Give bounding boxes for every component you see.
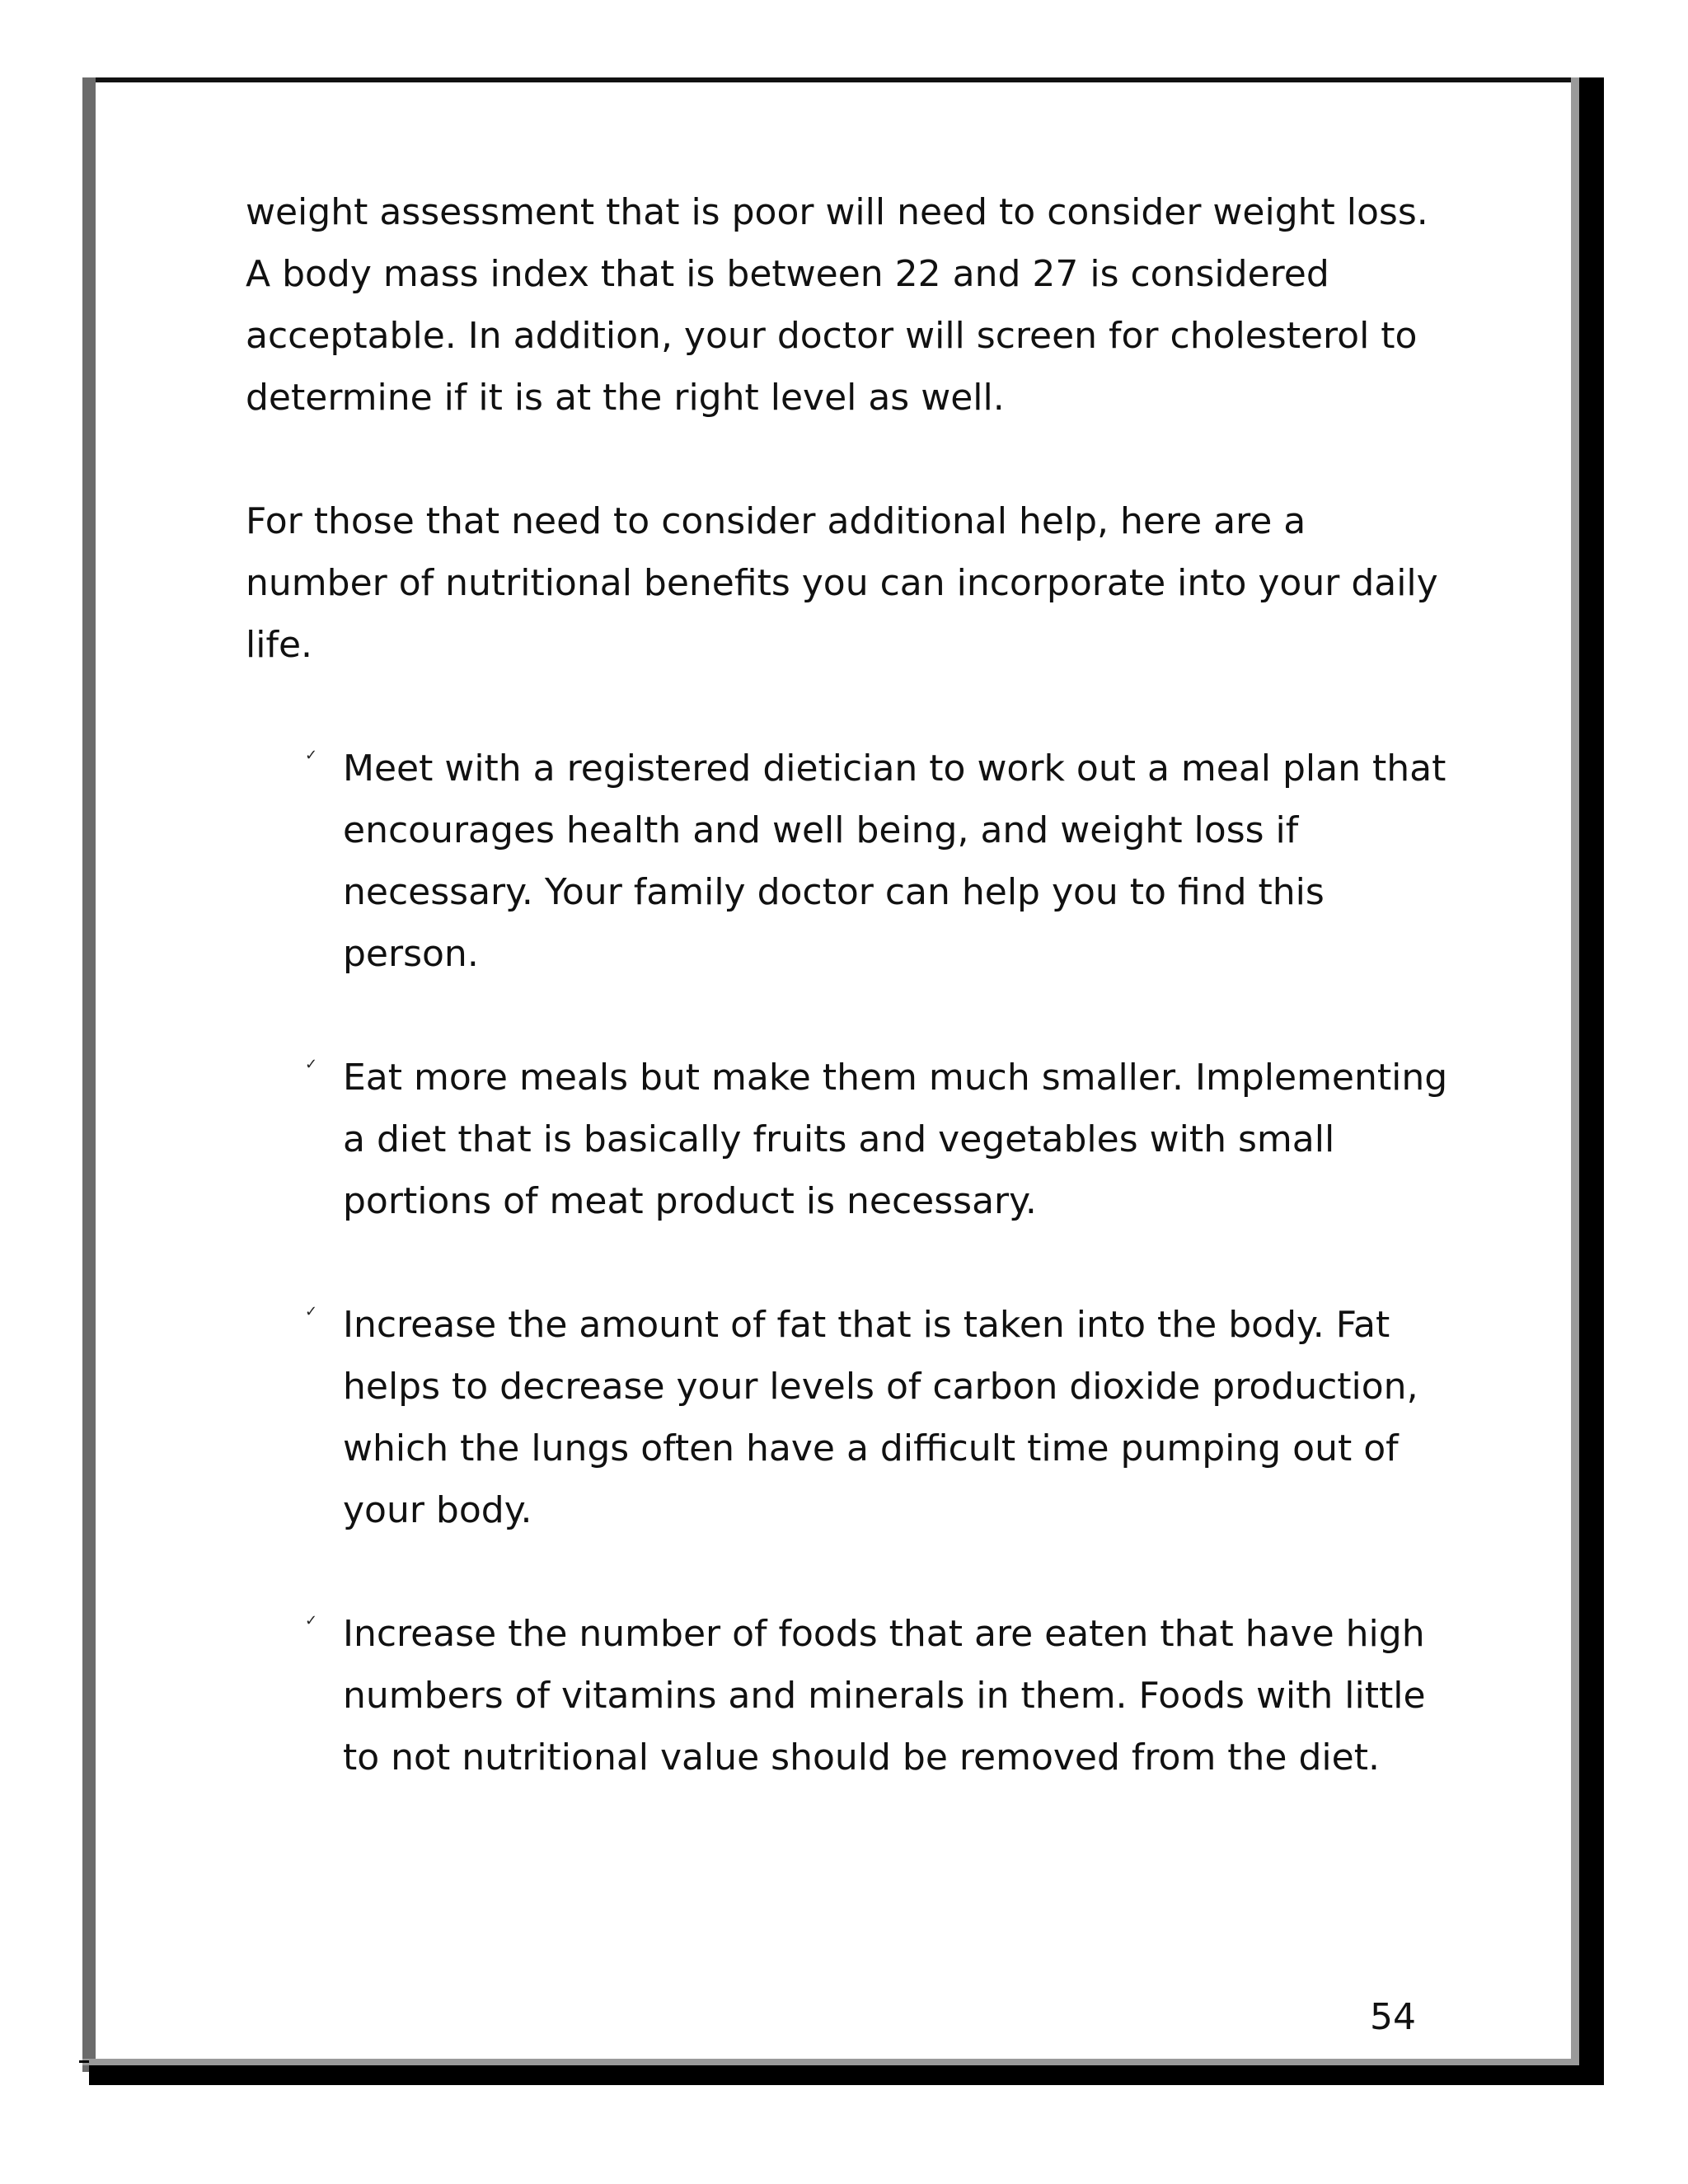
list-item: [246, 1047, 1449, 1232]
frame-corner-mark: [79, 2060, 89, 2063]
frame-left-border: [82, 77, 96, 2072]
page-number: 54: [1370, 1996, 1416, 2038]
frame-right-shadow: [1579, 77, 1604, 2080]
body-paragraph: For those that need to consider additional help, here are a number of nutritional benefits you can incorporate into your daily life.: [246, 500, 1438, 666]
list-item: [246, 738, 1449, 985]
check-bullet-icon: ✓: [305, 1303, 318, 1320]
page-body: [246, 181, 1449, 1850]
frame-right-border: [1571, 77, 1579, 2072]
nutrition-tips-list: [246, 738, 1449, 1788]
list-item-text: Increase the number of foods that are eaten that have high numbers of vitamins and minerals in them. Foods with little to not nutritional value should be removed from the diet.: [343, 1613, 1426, 1779]
list-item-text: Eat more meals but make them much smaller. Implementing a diet that is basically fruits and vegetables with small portions of meat product is necessary.: [343, 1057, 1448, 1222]
list-item-text: Increase the amount of fat that is taken into the body. Fat helps to decrease your levels of carbon dioxide production, which the lungs often have a difficult time pumping out of your body.: [343, 1304, 1418, 1531]
list-item: [246, 1294, 1449, 1541]
frame-bottom-border: [82, 2059, 1579, 2065]
check-bullet-icon: ✓: [305, 747, 318, 764]
frame-bottom-shadow: [89, 2065, 1604, 2085]
body-paragraph: weight assessment that is poor will need to consider weight loss. A body mass index that is between 22 and 27 is considered acceptable. In addition, your doctor will screen for cholesterol to determine if it is at the right level as well.: [246, 191, 1428, 419]
frame-top-border: [82, 77, 1603, 82]
list-item-text: Meet with a registered dietician to work out a meal plan that encourages health and well being, and weight loss if necessary. Your family doctor can help you to find this person.: [343, 748, 1447, 975]
check-bullet-icon: ✓: [305, 1056, 318, 1073]
list-item: [246, 1603, 1449, 1788]
check-bullet-icon: ✓: [305, 1612, 318, 1629]
